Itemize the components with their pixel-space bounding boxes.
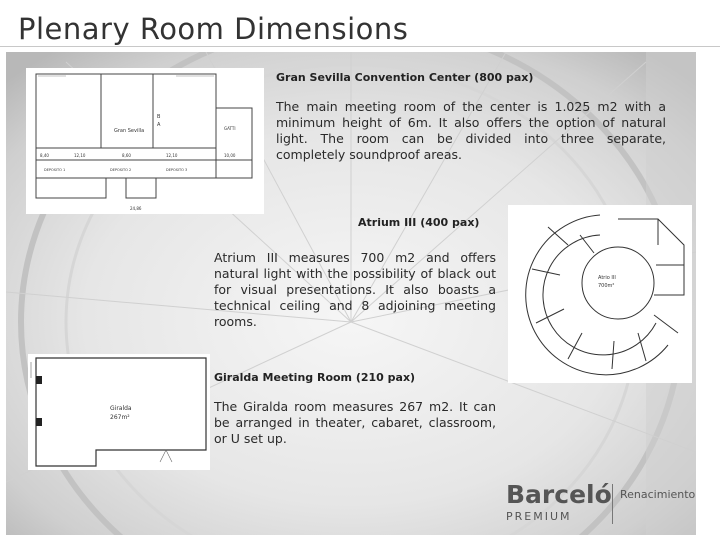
atrium-plan-area: 700m² <box>598 283 615 289</box>
plan-label-center: Gran Sevilla <box>114 128 145 134</box>
giralda-plan-area: 267m² <box>110 414 130 421</box>
plan-room-3: DEPOSITO 3 <box>166 168 188 172</box>
gran-sevilla-heading: Gran Sevilla Convention Center (800 pax) <box>276 71 534 84</box>
plan-label-b: B <box>157 114 161 120</box>
atrium-description: Atrium III measures 700 m2 and offers natural light with the possibility of black out for visual presentations. It also boasts a technical ceiling and 8 adjoining meeting rooms. <box>214 250 496 329</box>
brand-partner: Renacimiento <box>620 488 696 501</box>
atrium-floor-plan <box>508 205 692 383</box>
gran-sevilla-floor-plan <box>26 68 264 214</box>
plan-label-right: GATTI <box>224 126 236 131</box>
plan-label-a: A <box>157 122 161 128</box>
plan-dim-3: 8,60 <box>122 153 131 158</box>
brand-logo <box>496 480 716 530</box>
giralda-heading: Giralda Meeting Room (210 pax) <box>214 371 416 384</box>
plan-dim-2: 12,10 <box>74 153 86 158</box>
giralda-description: The Giralda room measures 267 m2. It can be arranged in theater, cabaret, classroom, or U set up. <box>214 399 496 446</box>
atrium-heading: Atrium III (400 pax) <box>358 216 480 229</box>
plan-room-1: DEPOSITO 1 <box>44 168 66 172</box>
brand-divider <box>612 484 613 524</box>
brand-name: Barceló <box>506 480 612 509</box>
giralda-floor-plan <box>28 354 210 470</box>
page-title: Plenary Room Dimensions <box>18 12 409 46</box>
brand-sub: PREMIUM <box>506 510 572 523</box>
atrium-plan-label: Atrio III <box>598 275 616 281</box>
plan-dim-1: 8,40 <box>40 153 49 158</box>
gran-sevilla-description: The main meeting room of the center is 1.025 m2 with a minimum height of 6m. It also offers the option of natural light. The room can be divided into three separate, completely soundproof areas. <box>276 99 666 162</box>
plan-dim-5: 10,00 <box>224 153 236 158</box>
plan-dim-4: 12,10 <box>166 153 178 158</box>
giralda-plan-label: Giralda <box>110 405 132 412</box>
title-divider <box>0 46 720 47</box>
plan-bottom-label: 24,86 <box>130 206 142 211</box>
plan-room-2: DEPOSITO 2 <box>110 168 132 172</box>
